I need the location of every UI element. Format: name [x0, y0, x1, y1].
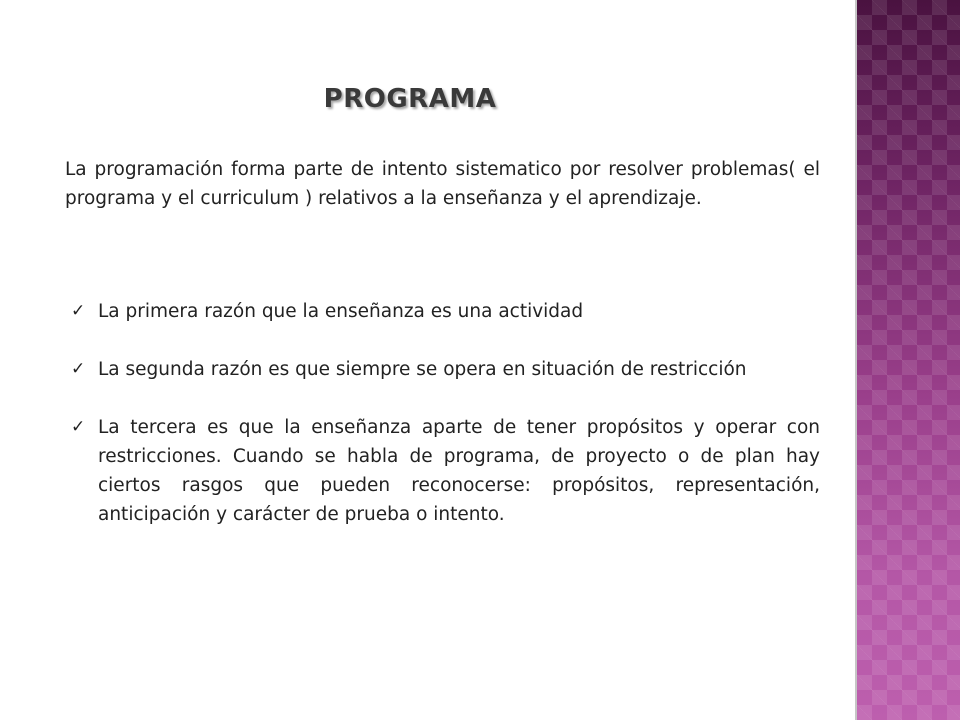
check-icon: ✓: [71, 301, 86, 321]
list-item: [65, 297, 820, 326]
check-icon: ✓: [71, 417, 86, 437]
bullet-text: La tercera es que la enseñanza aparte de tener propósitos y operar con restricciones. Cuando se habla de programa, de proyecto o de plan hay ciertos rasgos que pueden reconocerse: propósitos, representación, anticipación y carácter de prueba o intento.: [98, 417, 820, 525]
check-icon: ✓: [71, 359, 86, 379]
list-item: [65, 413, 820, 529]
decorative-side-panel: [857, 0, 960, 720]
bullet-list: [65, 297, 820, 558]
slide-title: [0, 84, 820, 114]
bullet-text: La primera razón que la enseñanza es una actividad: [98, 301, 584, 322]
list-item: [65, 355, 820, 384]
intro-paragraph: La programación forma parte de intento sistematico por resolver problemas( el programa y el curriculum ) relativos a la enseñanza y el aprendizaje.: [65, 159, 820, 209]
slide-title-text: PROGRAMA: [323, 84, 497, 114]
bullet-text: La segunda razón es que siempre se opera en situación de restricción: [98, 359, 747, 380]
